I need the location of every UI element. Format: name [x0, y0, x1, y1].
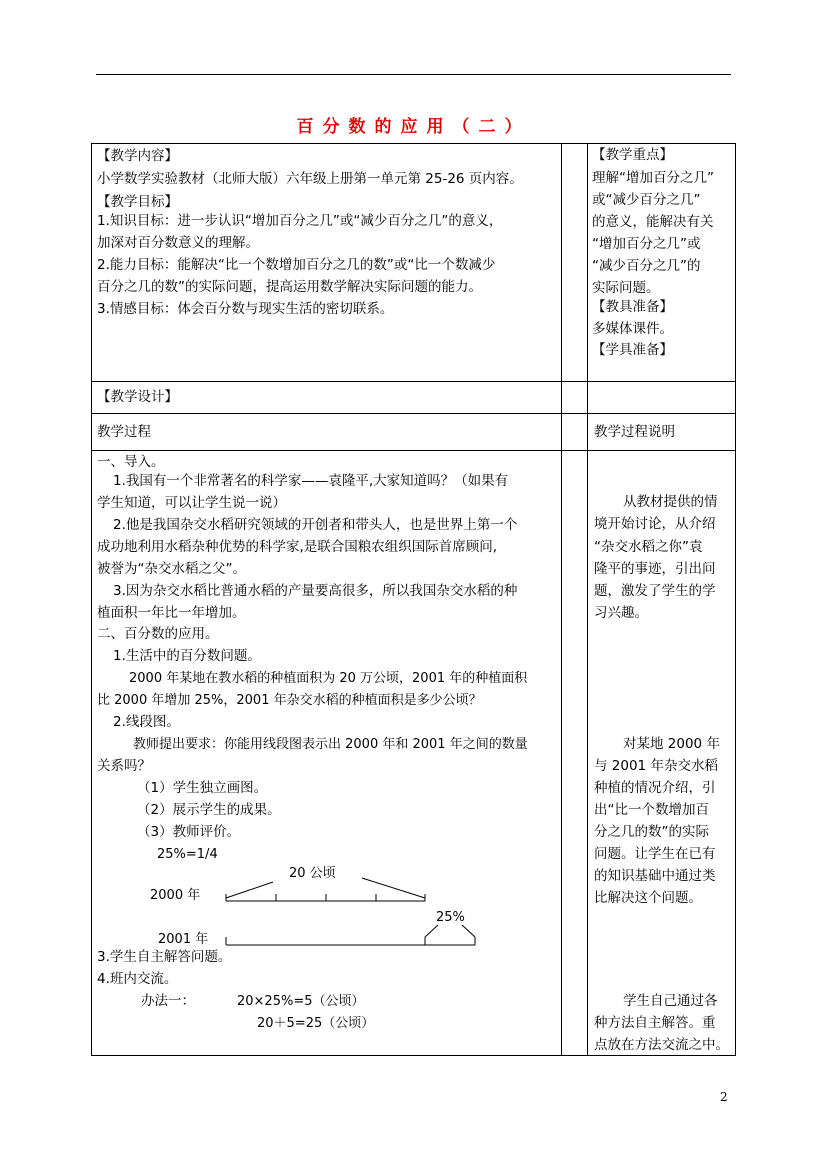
diagram-top-label: 20 公顷: [289, 866, 336, 881]
application-item-1: 1.生活中的百分数问题。: [113, 648, 261, 664]
goal-knowledge: 1.知识目标：进一步认识“增加百分之几”或“减少百分之几”的意义，: [97, 213, 503, 229]
application-item-2: 2.线段图。: [113, 714, 180, 730]
explanation-note: “杂交水稻之你”袁: [594, 539, 703, 555]
goal-ability-cont: 百分之几的数”的实际问题，提高运用数学解决实际问题的能力。: [97, 279, 482, 295]
intro-item-2-cont: 成功地利用水稻杂种优势的科学家,是联合国粮农组织国际首席顾问,: [97, 539, 498, 555]
method-label: 办法一：: [141, 993, 195, 1009]
student-tools-heading: 【学具准备】: [592, 342, 673, 358]
content-text: 小学数学实验教材（北师大版）六年级上册第一单元第 25-26 页内容。: [97, 171, 523, 187]
explanation-note: 对某地 2000 年: [623, 736, 720, 752]
goal-emotion: 3.情感目标：体会百分数与现实生活的密切联系。: [97, 301, 394, 317]
line-segment-diagram: [140, 860, 500, 955]
key-point-line: 的意义，能解决有关: [592, 214, 714, 230]
header-rule: [96, 74, 731, 75]
diagram-percent-label: 25%: [436, 910, 465, 925]
explanation-note: 的知识基础中通过类: [594, 868, 716, 884]
key-point-line: 或“减少百分之几”: [592, 192, 701, 208]
row-divider: [91, 413, 736, 414]
page-number: 2: [720, 1090, 728, 1104]
explanation-note: 种方法自主解答。重: [594, 1015, 716, 1031]
intro-item-1-cont: 学生知道，可以让学生说一说）: [97, 495, 286, 511]
goals-heading: 【教学目标】: [97, 194, 178, 210]
explanation-note: 学生自己通过各: [623, 993, 718, 1009]
explanation-note: 从教材提供的情: [623, 494, 718, 510]
key-point-line: “增加百分之几”或: [592, 236, 701, 252]
key-points-heading: 【教学重点】: [592, 147, 673, 163]
content-heading: 【教学内容】: [97, 148, 178, 164]
goal-knowledge-cont: 加深对百分数意义的理解。: [97, 235, 259, 251]
fraction-note: 25%=1/4: [157, 847, 218, 862]
diagram-year-2001: 2001 年: [158, 932, 209, 947]
page-title: 百分数的应用（二）: [296, 117, 531, 137]
goal-ability: 2.能力目标：能解决“比一个数增加百分之几的数”或“比一个数减少: [97, 257, 496, 273]
key-point-line: “减少百分之几”的: [592, 258, 701, 274]
step-1: （1）学生独立画图。: [137, 780, 268, 796]
key-point-line: 理解“增加百分之几”: [592, 170, 714, 186]
column-divider: [587, 143, 588, 1056]
explanation-note: 境开始讨论，从介绍: [594, 516, 716, 532]
explanation-note: 习兴趣。: [594, 605, 648, 621]
teacher-request: 教师提出要求：你能用线段图表示出 2000 年和 2001 年之间的数量: [133, 737, 528, 752]
teaching-tools-text: 多媒体课件。: [592, 321, 673, 337]
row-divider: [91, 381, 736, 382]
step-2: （2）展示学生的成果。: [137, 802, 281, 818]
intro-heading: 一、导入。: [97, 454, 165, 470]
intro-item-2: 2.他是我国杂交水稻研究领域的开创者和带头人，也是世界上第一个: [113, 517, 518, 533]
explanation-note: 出“比一个数增加百: [594, 802, 709, 818]
teaching-tools-heading: 【教具准备】: [592, 299, 673, 315]
intro-item-2-cont2: 被誉为“杂交水稻之父”。: [97, 561, 246, 577]
explanation-note: 分之几的数”的实际: [594, 824, 709, 840]
process-heading: 教学过程: [97, 424, 151, 440]
teacher-request-cont: 关系吗？: [97, 758, 151, 774]
row-divider: [91, 450, 736, 451]
intro-item-1: 1.我国有一个非常著名的科学家——袁隆平,大家知道吗？（如果有: [113, 473, 509, 489]
calculation-1: 20×25%=5（公顷）: [237, 994, 365, 1009]
calculation-2: 20＋5=25（公顷）: [257, 1016, 375, 1031]
explanation-note: 种植的情况介绍，引: [594, 780, 716, 796]
explanation-note: 比解决这个问题。: [594, 890, 702, 906]
intro-item-3: 3.因为杂交水稻比普通水稻的产量要高很多，所以我国杂交水稻的种: [113, 583, 518, 599]
explanation-note: 题，激发了学生的学: [594, 583, 716, 599]
application-heading: 二、百分数的应用。: [97, 626, 219, 642]
intro-item-3-cont: 植面积一年比一年增加。: [97, 605, 246, 621]
problem-text: 2000 年某地在教水稻的种植面积为 20 万公顷，2001 年的种植面积: [129, 671, 528, 686]
key-point-line: 实际问题。: [592, 280, 660, 296]
diagram-year-2000: 2000 年: [150, 888, 201, 903]
process-explanation-heading: 教学过程说明: [594, 424, 675, 440]
step-3: （3）教师评价。: [137, 824, 241, 840]
explanation-note: 点放在方法交流之中。: [594, 1037, 729, 1053]
problem-text-cont: 比 2000 年增加 25%，2001 年杂交水稻的种植面积是多少公顷？: [97, 693, 482, 708]
application-item-4: 4.班内交流。: [97, 971, 178, 987]
application-item-3: 3.学生自主解答问题。: [97, 949, 232, 965]
design-heading: 【教学设计】: [97, 389, 178, 405]
explanation-note: 与 2001 年杂交水稻: [594, 758, 718, 774]
explanation-note: 隆平的事迹，引出问: [594, 561, 716, 577]
explanation-note: 问题。让学生在已有: [594, 846, 716, 862]
column-divider: [561, 143, 562, 1056]
